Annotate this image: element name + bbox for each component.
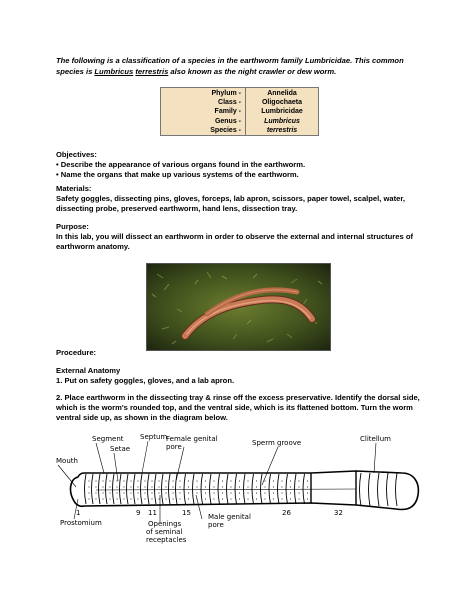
- earthworm-diagram-svg: [56, 429, 424, 549]
- seta-dot: [179, 498, 180, 499]
- segment-line: [127, 474, 129, 504]
- label-seminal-2: of seminal: [146, 528, 183, 536]
- seta-dot: [109, 492, 110, 493]
- seta-dot: [213, 486, 214, 487]
- procedure-heading: Procedure:: [56, 348, 97, 357]
- purpose-text: In this lab, you will dissect an earthworm in order to observe the external and internal structures of earthworm anatomy.: [56, 232, 413, 251]
- seta-dot: [102, 480, 103, 481]
- seta-dot: [102, 492, 103, 493]
- label-mouth: Mouth: [56, 457, 78, 465]
- seta-dot: [144, 498, 145, 499]
- seta-dot: [123, 480, 124, 481]
- segment-line: [92, 474, 94, 504]
- label-species: Species -: [210, 126, 241, 134]
- seta-dot: [247, 486, 248, 487]
- seta-dot: [264, 498, 265, 499]
- segment-line: [218, 474, 220, 504]
- segment-line: [141, 474, 143, 504]
- segment-line: [369, 473, 371, 506]
- seta-dot: [273, 486, 274, 487]
- intro-species: terrestris: [135, 66, 169, 76]
- label-female-pore-1: Female genital: [166, 435, 218, 443]
- seta-dot: [188, 486, 189, 487]
- seta-dot: [205, 480, 206, 481]
- seta-dot: [256, 486, 257, 487]
- label-male-pore-2: pore: [208, 521, 224, 529]
- seta-dot: [298, 486, 299, 487]
- seta-dot: [137, 480, 138, 481]
- seta-dot: [239, 498, 240, 499]
- seta-dot: [116, 492, 117, 493]
- seta-dot: [230, 498, 231, 499]
- objectives-heading: Objectives:: [56, 150, 97, 159]
- earthworm-photo: [146, 263, 331, 351]
- seta-dot: [307, 498, 308, 499]
- seta-dot: [239, 492, 240, 493]
- segment-line: [396, 473, 398, 506]
- seta-dot: [95, 486, 96, 487]
- seta-dot: [213, 498, 214, 499]
- seta-dot: [230, 486, 231, 487]
- seta-dot: [88, 480, 89, 481]
- seta-dot: [95, 480, 96, 481]
- seta-dot: [196, 480, 197, 481]
- objectives-section: [56, 150, 426, 180]
- seta-dot: [256, 498, 257, 499]
- intro-genus: Lumbricus: [94, 66, 134, 76]
- seta-dot: [205, 498, 206, 499]
- seta-dot: [205, 486, 206, 487]
- seta-dot: [256, 480, 257, 481]
- segment-line: [201, 474, 203, 504]
- seta-dot: [222, 486, 223, 487]
- purpose-heading: Purpose:: [56, 222, 89, 231]
- seta-dot: [123, 498, 124, 499]
- label-segment: Segment: [92, 435, 124, 443]
- seta-dot: [247, 480, 248, 481]
- segment-line: [252, 474, 254, 504]
- seta-dot: [123, 486, 124, 487]
- label-prostomium: Prostomium: [60, 519, 102, 527]
- seta-dot: [116, 486, 117, 487]
- external-anatomy-heading: External Anatomy: [56, 366, 121, 375]
- seta-dot: [230, 492, 231, 493]
- seta-dot: [144, 486, 145, 487]
- label-setae: Setae: [110, 445, 131, 453]
- seta-dot: [281, 486, 282, 487]
- seta-dot: [281, 480, 282, 481]
- seta-dot: [290, 492, 291, 493]
- seta-dot: [239, 486, 240, 487]
- seta-dot: [222, 498, 223, 499]
- seta-dot: [116, 498, 117, 499]
- seta-dot: [172, 486, 173, 487]
- seta-dot: [281, 498, 282, 499]
- segment-line: [120, 474, 122, 504]
- purpose-section: [56, 222, 426, 252]
- label-genus: Genus -: [214, 117, 241, 125]
- objective-item-2: • Name the organs that make up various systems of the earthworm.: [56, 170, 299, 179]
- seta-dot: [151, 498, 152, 499]
- label-sperm-groove: Sperm groove: [252, 439, 302, 447]
- segment-number-11: 11: [148, 509, 157, 517]
- seta-dot: [230, 480, 231, 481]
- materials-heading: Materials:: [56, 184, 92, 193]
- seta-dot: [213, 492, 214, 493]
- seta-dot: [196, 492, 197, 493]
- seta-dot: [307, 486, 308, 487]
- seta-dot: [264, 480, 265, 481]
- earthworm-photo-image: [147, 264, 330, 350]
- segment-line: [387, 473, 389, 506]
- segment-line: [269, 474, 271, 504]
- value-class: Oligochaeta: [261, 99, 303, 107]
- materials-text: Safety goggles, dissecting pins, gloves, forceps, lab apron, scissors, paper towel, scalpel, water, dissecting probe, preserved earthworm, hand lens, dissection tray.: [56, 194, 406, 213]
- segment-line: [360, 473, 362, 506]
- segment-line: [148, 474, 150, 504]
- seta-dot: [144, 492, 145, 493]
- intro-paragraph: [56, 56, 426, 77]
- segment-line: [378, 473, 380, 506]
- seta-dot: [158, 498, 159, 499]
- seta-dot: [123, 492, 124, 493]
- seta-dot: [247, 492, 248, 493]
- segment-number-9: 9: [136, 509, 141, 517]
- objective-item-1: • Describe the appearance of various organs found in the earthworm.: [56, 160, 306, 169]
- seta-dot: [273, 492, 274, 493]
- seta-dot: [88, 492, 89, 493]
- segment-line: [244, 474, 246, 504]
- seta-dot: [307, 492, 308, 493]
- segment-line: [134, 474, 136, 504]
- segment-line: [106, 474, 108, 504]
- seta-dot: [239, 480, 240, 481]
- materials-section: [56, 184, 426, 214]
- seta-dot: [88, 498, 89, 499]
- label-seminal-3: receptacles: [146, 536, 187, 544]
- value-genus: Lumbricus: [264, 117, 300, 125]
- seta-dot: [137, 486, 138, 487]
- seta-dot: [196, 486, 197, 487]
- seta-dot: [95, 492, 96, 493]
- label-male-pore-1: Male genital: [208, 513, 251, 521]
- seta-dot: [102, 498, 103, 499]
- segment-number-32: 32: [334, 509, 343, 517]
- segment-line: [99, 474, 101, 504]
- value-phylum: Annelida: [267, 90, 297, 97]
- seta-dot: [151, 486, 152, 487]
- seta-dot: [247, 498, 248, 499]
- seta-dot: [88, 486, 89, 487]
- seta-dot: [298, 480, 299, 481]
- sperm-groove-line: [96, 489, 356, 490]
- value-family: Lumbricidae: [261, 108, 303, 116]
- classification-values: [246, 88, 318, 135]
- seta-dot: [273, 480, 274, 481]
- seta-dot: [137, 498, 138, 499]
- seta-dot: [179, 492, 180, 493]
- segment-line: [210, 474, 212, 504]
- intro-text-part1: The following is a classification of a species in the earthworm family Lumbricidae. This common species is: [56, 56, 404, 76]
- seta-dot: [130, 492, 131, 493]
- intro-text-part2: also known as the night crawler or dew worm.: [168, 66, 337, 76]
- classification-table: [160, 87, 319, 136]
- label-class: Class -: [218, 99, 241, 107]
- segment-line: [184, 474, 186, 504]
- seta-dot: [172, 492, 173, 493]
- procedure-step-1: 1. Put on safety goggles, gloves, and a lab apron.: [56, 376, 235, 385]
- seta-dot: [130, 498, 131, 499]
- seta-dot: [144, 480, 145, 481]
- seta-dot: [165, 480, 166, 481]
- label-septum: Septum: [140, 433, 168, 441]
- label-female-pore-2: pore: [166, 443, 182, 451]
- seta-dot: [188, 480, 189, 481]
- seta-dot: [165, 498, 166, 499]
- seta-dot: [273, 498, 274, 499]
- segment-number-26: 26: [282, 509, 291, 517]
- segment-line: [155, 474, 157, 504]
- segment-line: [227, 474, 229, 504]
- seta-dot: [264, 492, 265, 493]
- seta-dot: [165, 486, 166, 487]
- seta-dot: [205, 492, 206, 493]
- segment-line: [261, 474, 263, 504]
- seta-dot: [158, 492, 159, 493]
- seta-dot: [290, 480, 291, 481]
- seta-dot: [172, 498, 173, 499]
- seta-dot: [130, 480, 131, 481]
- classification-labels: [161, 88, 245, 135]
- seta-dot: [298, 498, 299, 499]
- seta-dot: [188, 492, 189, 493]
- label-phylum: Phylum -: [211, 90, 241, 97]
- seta-dot: [137, 492, 138, 493]
- segment-number-1: 1: [76, 509, 81, 517]
- seta-dot: [213, 480, 214, 481]
- segment-line: [169, 474, 171, 504]
- seta-dot: [165, 492, 166, 493]
- seta-dot: [109, 480, 110, 481]
- label-family: Family -: [214, 108, 241, 116]
- label-clitellum: Clitellum: [360, 435, 391, 443]
- seta-dot: [264, 486, 265, 487]
- seta-dot: [95, 498, 96, 499]
- seta-dot: [130, 486, 131, 487]
- segment-line: [235, 474, 237, 504]
- seta-dot: [290, 498, 291, 499]
- value-species: terrestris: [266, 126, 298, 134]
- segment-line: [85, 474, 87, 504]
- seta-dot: [151, 492, 152, 493]
- segment-line: [162, 474, 164, 504]
- segment-line: [113, 474, 115, 504]
- seta-dot: [290, 486, 291, 487]
- seta-dot: [179, 480, 180, 481]
- seta-dot: [158, 486, 159, 487]
- seta-dot: [116, 480, 117, 481]
- seta-dot: [188, 498, 189, 499]
- seta-dot: [109, 486, 110, 487]
- seta-dot: [158, 480, 159, 481]
- earthworm-diagram: [56, 429, 424, 549]
- seta-dot: [256, 492, 257, 493]
- seta-dot: [102, 486, 103, 487]
- seta-dot: [222, 480, 223, 481]
- seta-dot: [151, 480, 152, 481]
- seta-dot: [109, 498, 110, 499]
- seta-dot: [281, 492, 282, 493]
- label-seminal-1: Openings: [148, 520, 182, 528]
- procedure-step-2: 2. Place earthworm in the dissecting tray & rinse off the excess preservative. Identify the dorsal side, which is the worm's rounded top, and the ventral side, which is its flattened bottom. Turn the worm ventral side up, as shown in the diagram below.: [56, 393, 420, 422]
- seta-dot: [222, 492, 223, 493]
- segment-number-15: 15: [182, 509, 191, 517]
- seta-dot: [179, 486, 180, 487]
- seta-dot: [298, 492, 299, 493]
- seta-dot: [307, 480, 308, 481]
- seta-dot: [172, 480, 173, 481]
- segment-line: [193, 474, 195, 504]
- clitellum-band: [311, 471, 356, 505]
